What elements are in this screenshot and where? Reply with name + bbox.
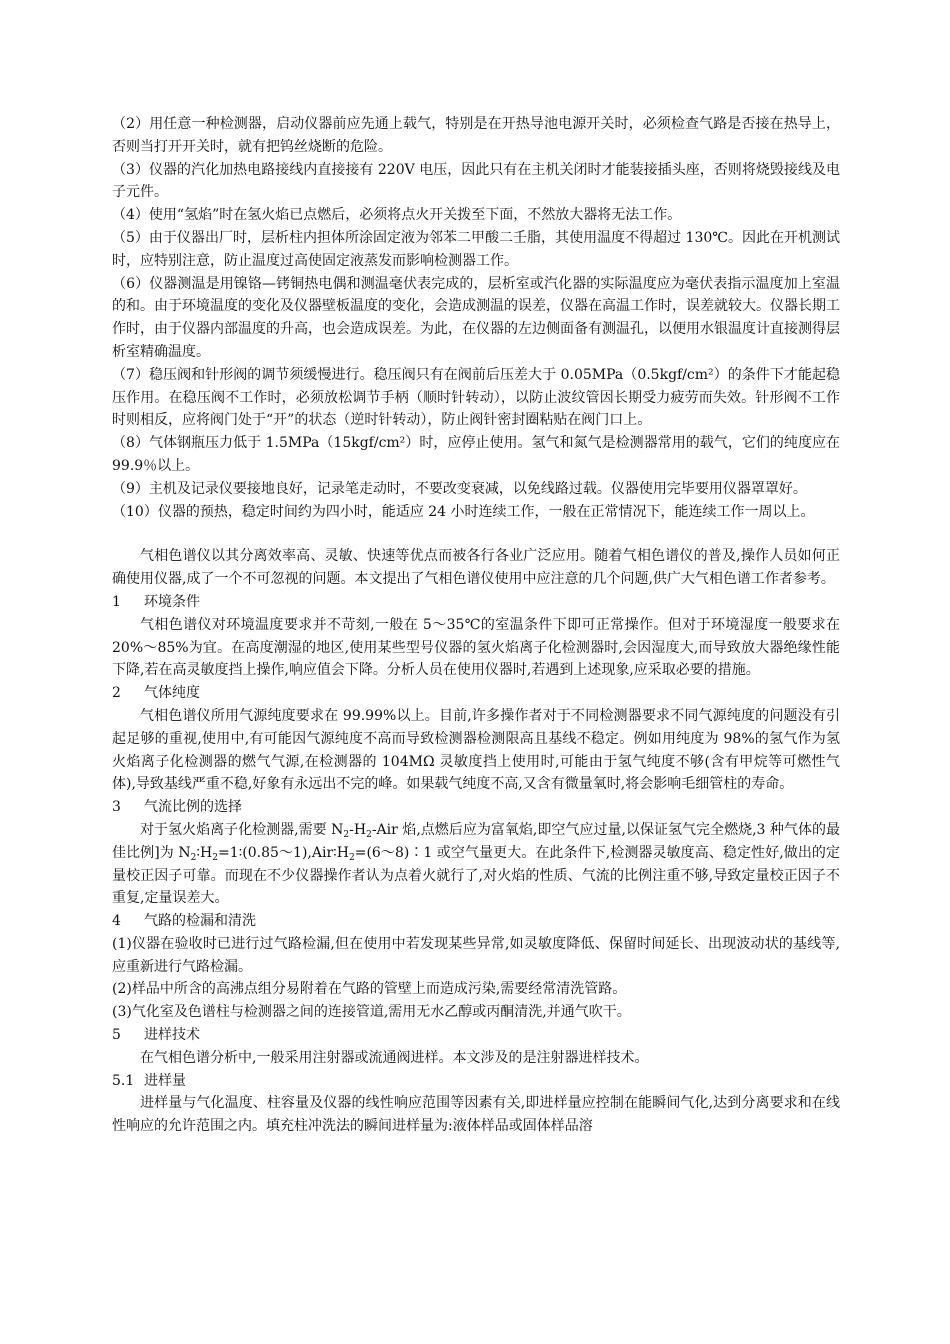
subscript: 2 [366,829,372,840]
section-number: 2 [112,685,121,702]
subscript: 2 [343,829,350,840]
section-number: 4 [112,913,121,930]
section-1-body: 气相色谱仪对环境温度要求并不苛刻,一般在 5～35℃的室温条件下即可正常操作。但对于环境湿度一般要求在 20%～85%为宜。在高度潮湿的地区,使用某些型号仪器的氢火焰离子化检测器时,会因湿度大,而导致放大器绝缘性能下降,若在高灵敏度挡上操作,响应值会下降。分析人员在使用仪器时,若遇到上述现象,应采取必要的措施。 [112,616,840,679]
section-title: 气体纯度 [144,685,200,702]
section-4-item-3: (3)气化室及色谱柱与检测器之间的连接管道,需用无水乙醇或丙酮清洗,并通气吹干。 [112,1004,631,1021]
note-3: （3）仪器的汽化加热电路接线内直接接有 220V 电压，因此只有在主机关闭时才能装接插头座，否则将烧毁接线及电子元件。 [112,161,840,201]
note-9: （9）主机及记录仪要接地良好，记录笔走动时，不要改变衰减，以免线路过载。仪器使用完毕要用仪器罩罩好。 [112,480,807,497]
note-6: （6）仪器测温是用镍铬—铐铜热电偶和测温毫伏表完成的，层析室或汽化器的实际温度应为毫伏表指示温度加上室温的和。由于环境温度的变化及仪器壁板温度的变化，会造成测温的误差，仪器在高温工作时，误差就较大。仪器长期工作时，由于仪器内部温度的升高，也会造成误差。为此，在仪器的左边侧面备有测温孔，以便用水银温度计直接测得层析室精确温度。 [112,275,840,360]
document-page [112,113,840,1138]
note-8: （8）气体钢瓶压力低于 1.5MPa（15kgf/cm²）时，应停止使用。氢气和氮气是检测器常用的载气，它们的纯度应在 99.9％以上。 [112,435,840,474]
section-title: 气流比例的选择 [144,799,242,816]
section-title: 进样技术 [144,1027,200,1044]
section-number: 3 [112,799,121,816]
section-title: 进样量 [144,1072,186,1089]
section-3-body [112,819,840,910]
section-title: 气路的检漏和清洗 [144,913,256,930]
section-4-item-1: (1)仪器在验收时已进行过气路检漏,但在使用中若发现某些异常,如灵敏度降低、保留时间延长、出现波动状的基线等,应重新进行气路检漏。 [112,935,840,975]
text-run: 对于氢火焰离子化检测器,需要 N [140,821,344,838]
section-5-heading [112,1024,840,1047]
section-number: 5 [112,1027,121,1044]
note-2: （2）用任意一种检测器，启动仪器前应先通上载气，特别是在开热导池电源开关时，必须检查气路是否接在热导上，否则当打开开关时，就有把钨丝烧断的危险。 [112,116,840,155]
note-4: （4）使用“氢焰”时在氢火焰已点燃后，必须将点火开关拨至下面，不然放大器将无法工作。 [112,207,682,224]
section-5-1-heading [112,1070,840,1093]
section-1-heading [112,591,840,614]
note-10: （10）仪器的预热，稳定时间约为四小时，能适应 24 小时连续工作，一般在正常情况下，能连续工作一周以上。 [112,503,815,520]
subscript: 2 [190,852,197,863]
intro-paragraph: 气相色谱仪以其分离效率高、灵敏、快速等优点而被各行各业广泛应用。随着气相色谱仪的普及,操作人员如何正确使用仪器,成了一个不可忽视的问题。本文提出了气相色谱仪使用中应注意的几个问题,供广大气相色谱工作者参考。 [112,548,840,588]
section-2-body: 气相色谱仪所用气源纯度要求在 99.99%以上。目前,许多操作者对于不同检测器要求不同气源纯度的问题没有引起足够的重视,使用中,有可能因气源纯度不高而导致检测器检测限高且基线不稳定。例如用纯度为 98%的氢气作为氢火焰离子化检测器的燃气气源,在检测器的 104MΩ 灵敏度挡上使用时,可能由于氢气纯度不够(含有甲烷等可燃性气体),导致基线严重不稳,好象有永远出不完的峰。如果载气纯度不高,又含有微量氧时,将会影响毛细管柱的寿命。 [112,707,840,793]
section-number: 1 [112,593,121,610]
section-3-heading [112,796,840,819]
section-4-heading [112,910,840,933]
note-7: （7）稳压阀和针形阀的调节须缓慢进行。稳压阀只有在阀前后压差大于 0.05MPa（0.5kgf/cm²）的条件下才能起稳压作用。在稳压阀不工作时，必须放松调节手柄（顺时针转动），以防止波纹管因长期受力疲劳而失效。针形阀不工作时则相反，应将阀门处于“开”的状态（逆时针转动），防止阀针密封圈粘贴在阀门口上。 [112,366,840,429]
section-gap [112,523,840,545]
text-run: -Air 焰,点燃后应为富氧焰,即空气应过量,以保证氢气完全燃烧,3 种气体的最佳比例]为 N [112,821,840,861]
section-title: 环境条件 [144,593,200,610]
section-2-heading [112,682,840,705]
section-5-1-body: 进样量与气化温度、柱容量及仪器的线性响应范围等因素有关,即进样量应控制在能瞬间气化,达到分离要求和在线性响应的允许范围之内。填充柱冲洗法的瞬间进样量为:液体样品或固体样品溶 [112,1095,840,1135]
text-run: -H [349,821,367,838]
note-5: （5）由于仪器出厂时，层析柱内担体所涂固定液为邻苯二甲酸二壬脂，其使用温度不得超过 130℃。因此在开机测试时，应特别注意，防止温度过高使固定液蒸发而影响检测器工作。 [112,229,840,269]
text-run: =(6～8)∶1 或空气量更大。在此条件下,检测器灵敏度高、稳定性好,做出的定量校正因子可靠。而现在不少仪器操作者认为点着火就行了,对火焰的性质、气流的比例注重不够,导致定量校正因子不重复,定量误差大。 [112,844,840,907]
section-5-body: 在气相色谱分析中,一般采用注射器或流通阀进样。本文涉及的是注射器进样技术。 [140,1049,649,1066]
text-run: =1∶(0.85～1),Air∶H [217,844,349,861]
subscript: 2 [349,852,355,863]
text-run: ∶H [196,844,213,861]
section-number: 5.1 [112,1072,135,1089]
section-4-item-2: (2)样品中所含的高沸点组分易附着在气路的管壁上而造成污染,需要经常清洗管路。 [112,981,627,998]
subscript: 2 [212,852,218,863]
